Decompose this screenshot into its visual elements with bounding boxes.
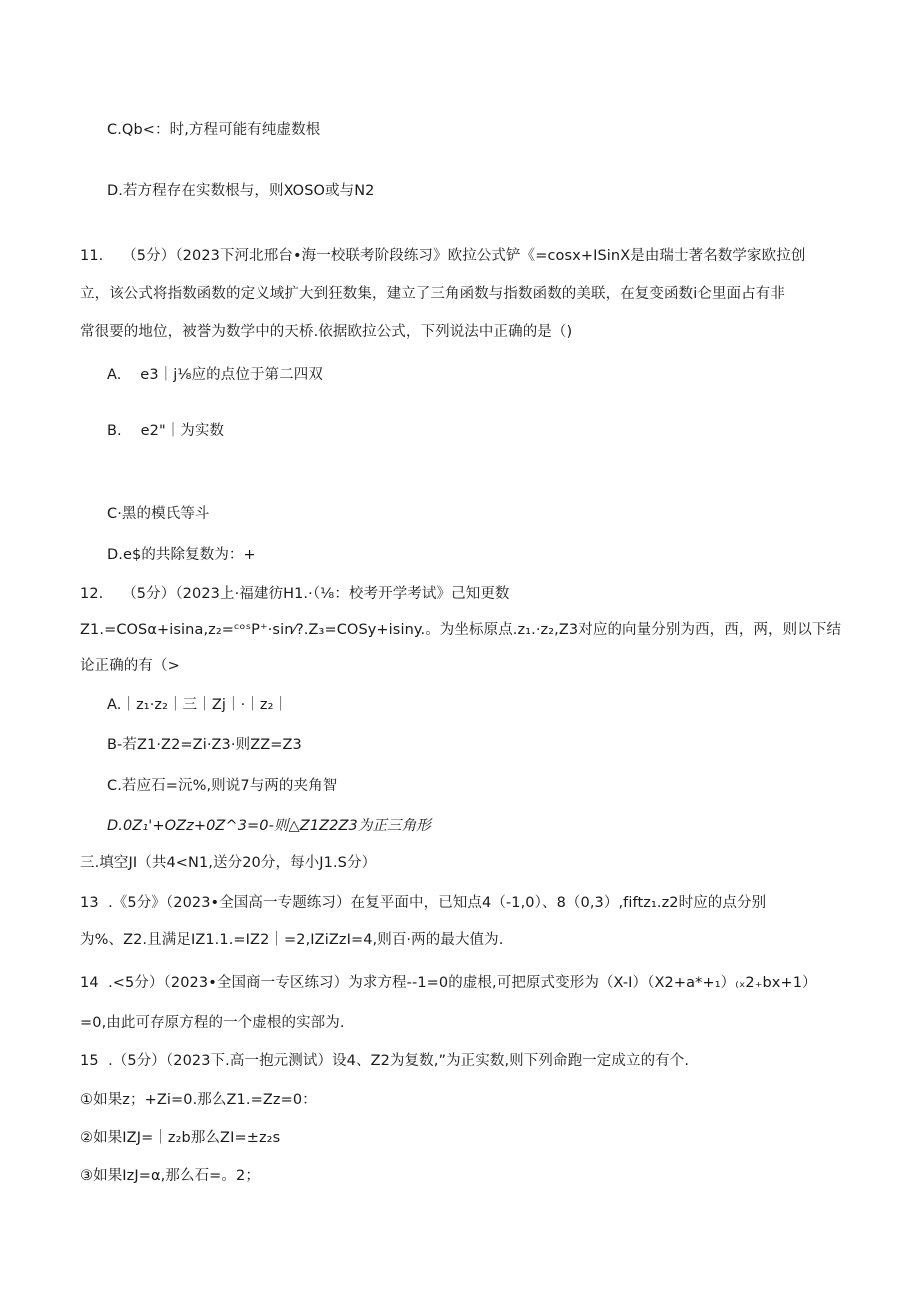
q10-option-c: C.Qb<：时,方程可能有纯虚数根	[107, 122, 321, 138]
q11-option-d: D.e$的共除复数为：+	[107, 547, 256, 563]
q12-option-b: B-若Z1·Z2=Zi·Z3·则ZZ=Z3	[107, 737, 302, 753]
q11-option-b: B. e2"｜为实数	[107, 423, 225, 439]
q13-stem-line1: 13 .《5分》（2023•全国高一专题练习）在复平面中，已知点4（-1,0）、8（0,3）,fiftz₁.z2时应的点分别	[80, 895, 767, 911]
q11-option-a: A. e3｜j⅛应的点位于第二四双	[107, 367, 323, 383]
q15-item-2: ②如果IZJ=｜z₂b那么ZI=±z₂s	[80, 1130, 281, 1146]
q15-item-3: ③如果IzJ=α,那么石=。2；	[80, 1168, 260, 1184]
q15-stem-line1: 15 .（5分）（2023下.高一抱元测试）设4、Z2为复数,”为正实数,则下列命跑一定成立的有个.	[80, 1053, 690, 1069]
q12-stem-line2: Z1.=COSα+isina,z₂=ᶜᵒˢP⁺·sin⁄?.Z₃=COSy+isiny.。为坐标原点.z₁.·z₂,Z3对应的向量分别为西，西，两，则以下结	[80, 622, 842, 638]
q12-option-c: C.若应石=沅%,则说7与两的夹角智	[107, 778, 338, 794]
q11-stem-line3: 常很要的地位，被誉为数学中的天桥.依据欧拉公式，下列说法中正确的是（)	[80, 324, 573, 340]
q12-stem-line3: 论正确的有（>	[80, 658, 180, 674]
q13-stem-line2: 为%、Z2.且满足IZ1.1.=IZ2｜=2,IZiZzI=4,则百·两的最大值为.	[80, 932, 504, 948]
q11-option-c: C·黑的模氏等斗	[107, 506, 210, 522]
q12-stem-line1: 12. （5分）（2023上·福建彷H1.·（⅛：校考开学考试》己知更数	[80, 586, 510, 602]
q14-stem-line2: =0,由此可存原方程的一个虚根的实部为.	[80, 1015, 345, 1031]
q11-stem-line2: 立，该公式将指数函数的定义域扩大到狂数集，建立了三角函数与指数函数的美联，在复变函数i仑里面占有非	[80, 286, 785, 302]
section-3-heading: 三.填空JI（共4<N1,送分20分，每小J1.S分）	[80, 855, 377, 871]
q12-option-d: D.0Z₁'+OZz+0Z^3=0-则△Z1Z2Z3为正三角形	[107, 818, 431, 834]
q12-option-a: A.｜z₁·z₂｜三｜Zj｜·｜z₂｜	[107, 697, 289, 713]
q11-stem-line1: 11. （5分）（2023下河北邢台•海一校联考阶段练习》欧拉公式铲《=cosx+ISinX是由瑞士著名数学家欧拉创	[80, 248, 806, 264]
q10-option-d: D.若方程存在实数根与，则XOSO或与N2	[107, 183, 375, 199]
q15-item-1: ①如果z；+Zi=0.那么Z1.=Zz=0：	[80, 1092, 317, 1108]
q14-stem-line1: 14 .<5分）（2023•全国商一专区练习）为求方程--1=0的虚根,可把原式变形为（X-I）（X2+a*+₁）₍ₓ2₊bx+1）	[80, 975, 817, 991]
